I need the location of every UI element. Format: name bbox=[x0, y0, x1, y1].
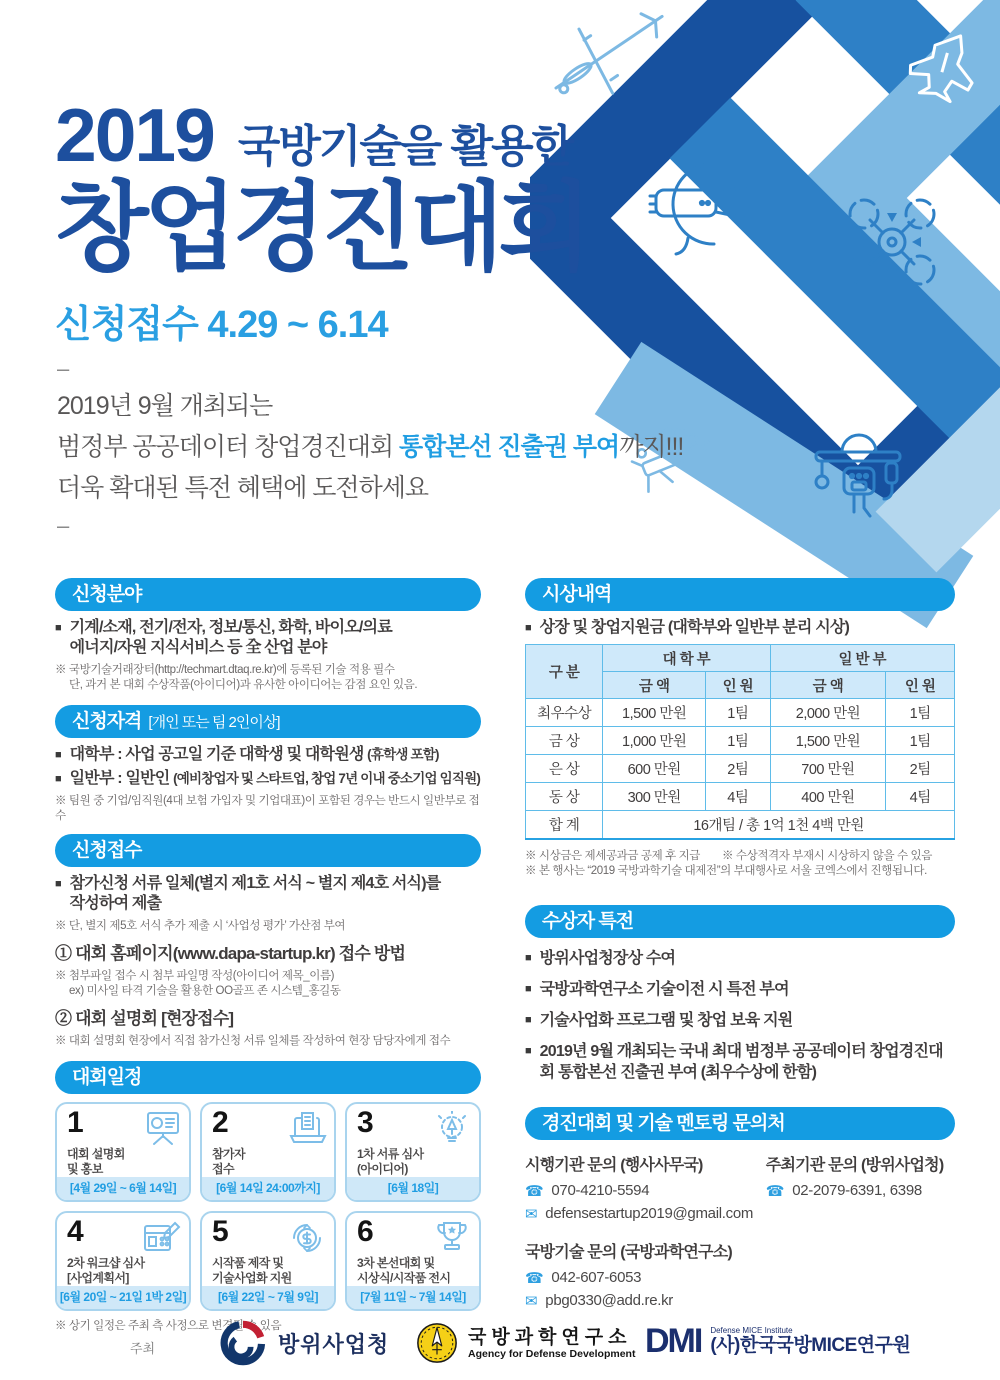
awards-col-teams: 인 원 bbox=[886, 672, 955, 699]
main-title: 창업경진대회 bbox=[55, 173, 588, 282]
trophy-icon bbox=[432, 1220, 472, 1256]
schedule-card-5: 5 시작품 제작 및 기술사업화 지원 [6월 22일 ~ 7월 9일] bbox=[200, 1211, 336, 1311]
intro-line2-suffix: 까지!!! bbox=[619, 433, 684, 461]
section-header-eligibility bbox=[55, 705, 481, 738]
phone-icon: ☎ bbox=[765, 1182, 785, 1200]
step-date: [6월 14일 24:00까지] bbox=[202, 1177, 334, 1200]
bullet-square-icon: ■ bbox=[55, 749, 62, 761]
add-badge-icon bbox=[415, 1321, 459, 1365]
eligibility-note: ※ 팀원 중 기업/임직원(4대 보험 가입자 및 기업대표)이 포함된 경우는 반드시 일반부로 접수 bbox=[55, 795, 480, 822]
application-method-1-note: ※ 첨부파일 접수 시 첨부 파일명 작성(아이디어 제목_이름) ex) 미사일 타격 기술을 활용한 OO골프 존 시스템_홍길동 bbox=[55, 970, 341, 997]
application-item: ■ 참가신청 서류 일체(별지 제1호 서식 ~ 별지 제4호 서식)를 작성하여 제출 bbox=[55, 875, 441, 912]
schedule-card-2: 2 참가자 접수 [6월 14일 24:00까지] bbox=[200, 1102, 336, 1202]
step-date: [6월 20일 ~ 21일 1박 2일] bbox=[57, 1286, 189, 1309]
benefit-item-1: ■ 방위사업청장상 수여 bbox=[525, 949, 676, 967]
awards-col-amount: 금 액 bbox=[603, 672, 706, 699]
table-row: 은 상 600 만원 2팀 700 만원 2팀 bbox=[526, 755, 955, 783]
idea-bulb-icon bbox=[432, 1111, 472, 1147]
application-method-2: ② 대회 설명회 [현장접수] bbox=[55, 1009, 234, 1028]
table-row: 금 상 1,000 만원 1팀 1,500 만원 1팀 bbox=[526, 727, 955, 755]
intro-line2-prefix: 범정부 공공데이터 창업경진대회 bbox=[57, 433, 399, 461]
schedule-card-3: 3 1차 서류 심사 (아이디어) [6월 18일] bbox=[345, 1102, 481, 1202]
contact-phone: 042-607-6053 bbox=[551, 1269, 642, 1286]
step-number: 5 bbox=[212, 1215, 229, 1248]
title-year: 2019 bbox=[55, 93, 214, 177]
section-title: 경진대회 및 기술 멘토링 문의처 bbox=[542, 1112, 785, 1134]
blueprint-calc-icon bbox=[142, 1220, 182, 1256]
schedule-note: ※ 상기 일정은 주최 측 사정으로 변경될 수 있음 bbox=[55, 1320, 282, 1332]
application-method-1: ① 대회 홈페이지(www.dapa-startup.kr) 접수 방법 bbox=[55, 944, 406, 963]
intro-dash-bottom: – bbox=[57, 513, 70, 538]
application-method-2-note: ※ 대회 설명회 현장에서 직접 참가신청 서류 일체를 작성하여 현장 담당자에게 접수 bbox=[55, 1035, 451, 1047]
step-date: [6월 22일 ~ 7월 9일] bbox=[202, 1286, 334, 1309]
application-note: ※ 단, 별지 제5호 서식 추가 제출 시 ‘사업성 평가’ 가산점 부여 bbox=[55, 920, 346, 932]
step-number: 2 bbox=[212, 1106, 229, 1139]
contact-email: defensestartup2019@gmail.com bbox=[545, 1205, 754, 1222]
step-number: 1 bbox=[67, 1106, 84, 1139]
intro-text bbox=[57, 386, 683, 509]
apply-period: 신청접수 4.29 ~ 6.14 bbox=[55, 303, 388, 346]
fields-item bbox=[55, 618, 481, 658]
intro-line1: 2019년 9월 개최되는 bbox=[57, 392, 273, 420]
contact-block bbox=[525, 1152, 955, 1315]
benefit-item-4: ■ 2019년 9월 개최되는 국내 최대 범정부 공공데이터 창업경진대회 통합본선 진출권 부여 (최우수상에 한함) bbox=[525, 1042, 943, 1081]
bullet-square-icon: ■ bbox=[525, 1013, 532, 1026]
left-column bbox=[55, 578, 481, 1334]
schedule-card-1: 1 대회 설명회 및 홍보 [4월 29일 ~ 6월 14일] bbox=[55, 1102, 191, 1202]
fields-line1: 기계/소재, 전기/전자, 정보/통신, 화학, 바이오/의료 bbox=[69, 619, 392, 636]
bullet-square-icon: ■ bbox=[55, 622, 62, 634]
dapa-symbol-icon bbox=[220, 1320, 266, 1366]
eligibility-item-2: ■ 일반부 : 일반인 (예비창업자 및 스타트업, 창업 7년 이내 중소기업 임직원) bbox=[55, 770, 481, 787]
mail-icon: ✉ bbox=[525, 1292, 538, 1310]
awards-notes: ※ 시상금은 제세공과금 공제 후 지급 ※ 수상적격자 부재시 시상하지 않을 수 있음 ※ 본 행사는 “2019 국방과학기술 대제전”의 부대행사로 서울 코엑스에서 진행됩니다. bbox=[525, 849, 932, 877]
fields-line2: 에너지/자원 지식서비스 등 全 산업 분야 bbox=[69, 639, 327, 656]
awards-col-amount: 금 액 bbox=[770, 672, 886, 699]
intro-line3: 더욱 확대된 특전 혜택에 도전하세요 bbox=[57, 474, 429, 502]
schedule-card-4: 4 2차 워크샵 심사 [사업계획서] [6월 20일 ~ 21일 1박 2일] bbox=[55, 1211, 191, 1311]
section-header-schedule bbox=[55, 1061, 481, 1094]
intro-block bbox=[57, 358, 683, 537]
mail-icon: ✉ bbox=[525, 1205, 538, 1223]
right-column bbox=[525, 578, 955, 1315]
step-date: [4월 29일 ~ 6월 14일] bbox=[57, 1177, 189, 1200]
intro-dash-top: – bbox=[57, 356, 70, 381]
gear-money-icon bbox=[287, 1220, 327, 1256]
step-number: 4 bbox=[67, 1215, 84, 1248]
step-number: 3 bbox=[357, 1106, 374, 1139]
dmi-logo: DMI Defense MICE Institute (사)한국국방MICE연구원 bbox=[645, 1322, 911, 1360]
footer bbox=[0, 1312, 1000, 1374]
dmi-abbr: DMI bbox=[645, 1322, 702, 1360]
presentation-icon bbox=[142, 1111, 182, 1147]
schedule-card-6: 6 3차 본선대회 및 시상식/시작품 전시 [7월 11일 ~ 7월 14일] bbox=[345, 1211, 481, 1311]
contact-email: pbg0330@add.re.kr bbox=[545, 1292, 673, 1309]
add-logo: 국방과학연구소 Agency for Defense Development bbox=[415, 1321, 635, 1365]
hero bbox=[55, 92, 587, 348]
awards-group-university: 대 학 부 bbox=[603, 645, 770, 672]
bullet-square-icon: ■ bbox=[525, 951, 532, 964]
section-title-suffix: [개인 또는 팀 2인이상] bbox=[148, 714, 280, 731]
laptop-docs-icon bbox=[287, 1111, 327, 1147]
table-total-row: 합 계 16개팀 / 총 1억 1천 4백 만원 bbox=[526, 811, 955, 839]
contact-group-operator: 시행기관 문의 (행사사무국) ☎ 070-4210-5594 ✉ defensestartup2019@gmail.com bbox=[525, 1156, 754, 1223]
awards-group-general: 일 반 부 bbox=[770, 645, 954, 672]
section-title: 대회일정 bbox=[72, 1067, 142, 1088]
awards-table bbox=[525, 644, 955, 840]
contact-phone: 02-2079-6391, 6398 bbox=[792, 1182, 922, 1199]
section-title: 신청자격 bbox=[72, 711, 142, 732]
contact-phone: 070-4210-5594 bbox=[551, 1182, 650, 1199]
benefit-item-3: ■ 기술사업화 프로그램 및 창업 보육 지원 bbox=[525, 1011, 793, 1029]
dapa-logo: 방위사업청 bbox=[220, 1320, 389, 1366]
bullet-square-icon: ■ bbox=[525, 622, 532, 634]
decorative-ribbon-pattern bbox=[530, 0, 1000, 660]
awards-col-category: 구 분 bbox=[526, 645, 603, 699]
awards-col-teams: 인 원 bbox=[706, 672, 770, 699]
table-row: 동 상 300 만원 4팀 400 만원 4팀 bbox=[526, 783, 955, 811]
phone-icon: ☎ bbox=[525, 1182, 544, 1200]
bullet-square-icon: ■ bbox=[525, 1044, 532, 1057]
intro-highlight: 통합본선 진출권 부여 bbox=[398, 433, 620, 461]
bullet-square-icon: ■ bbox=[525, 982, 532, 995]
section-header-contact bbox=[525, 1107, 955, 1140]
benefit-item-2: ■ 국방과학연구소 기술이전 시 특전 부여 bbox=[525, 980, 789, 998]
section-title: 신청접수 bbox=[72, 840, 142, 861]
section-header-fields bbox=[55, 578, 481, 611]
eligibility-item-1: ■ 대학부 : 사업 공고일 기준 대학생 및 대학원생 (휴학생 포함) bbox=[55, 746, 439, 763]
fields-note: ※ 국방기술거래장터(http://techmart.dtaq.re.kr)에 등록된 기술 적용 필수 단, 과거 본 대회 수상작품(아이디어)과 유사한 아이디어는 감점 요인 있음. bbox=[55, 664, 418, 691]
section-title: 신청분야 bbox=[72, 584, 142, 605]
step-date: [6월 18일] bbox=[347, 1177, 479, 1200]
contact-group-host: 주최기관 문의 (방위사업청) ☎ 02-2079-6391, 6398 bbox=[765, 1156, 944, 1200]
table-row: 최우수상 1,500 만원 1팀 2,000 만원 1팀 bbox=[526, 699, 955, 727]
section-header-awards bbox=[525, 578, 955, 611]
step-date: [7월 11일 ~ 7월 14일] bbox=[347, 1286, 479, 1309]
section-header-benefits bbox=[525, 905, 955, 938]
section-title: 시상내역 bbox=[542, 584, 612, 605]
section-header-application bbox=[55, 834, 481, 867]
phone-icon: ☎ bbox=[525, 1269, 544, 1287]
bullet-square-icon: ■ bbox=[55, 878, 62, 890]
title-tagline: 국방기술을 활용한 bbox=[237, 122, 573, 171]
bullet-square-icon: ■ bbox=[55, 773, 62, 785]
section-title: 수상자 특전 bbox=[542, 910, 634, 932]
step-number: 6 bbox=[357, 1215, 374, 1248]
awards-item: ■ 상장 및 창업지원금 (대학부와 일반부 분리 시상) bbox=[525, 619, 850, 636]
host-label: 주최 bbox=[130, 1341, 156, 1356]
contact-group-tech: 국방기술 문의 (국방과학연구소) ☎ 042-607-6053 ✉ pbg0330@add.re.kr bbox=[525, 1243, 732, 1310]
schedule-cards bbox=[55, 1102, 481, 1311]
